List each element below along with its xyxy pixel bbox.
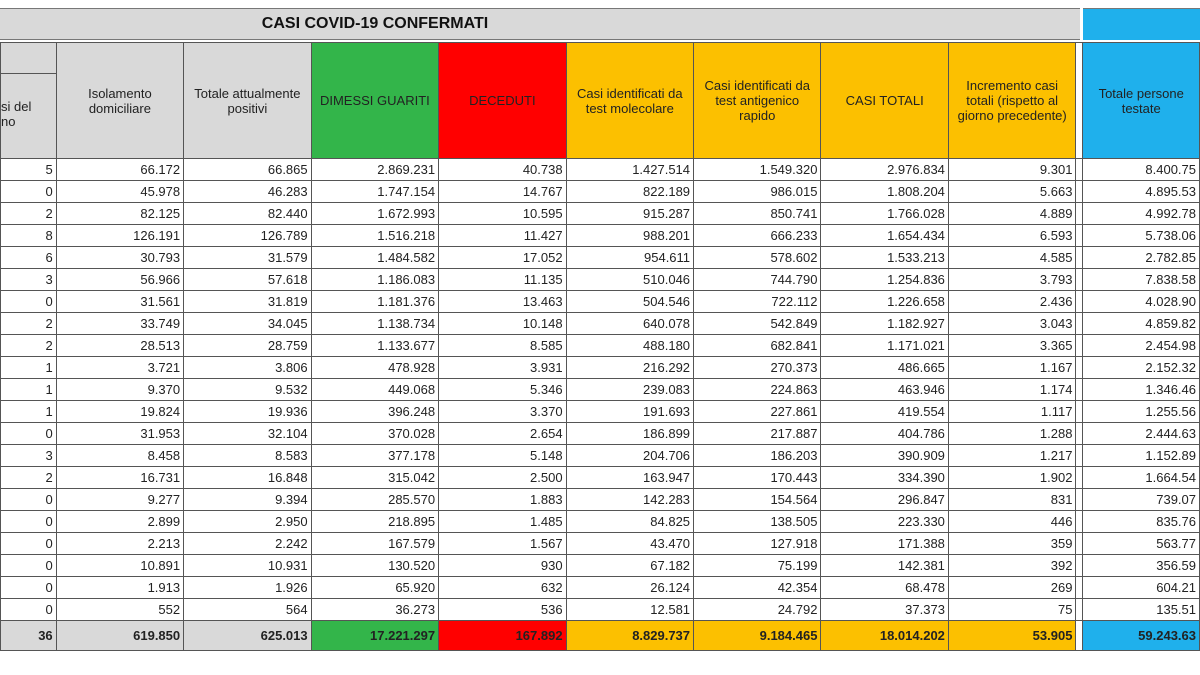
column-gap (1076, 43, 1083, 159)
table-cell: 34.045 (184, 313, 312, 335)
table-cell: 9.394 (184, 489, 312, 511)
table-cell: 14.767 (439, 181, 566, 203)
table-cell: 1.567 (439, 533, 566, 555)
table-cell: 542.849 (694, 313, 821, 335)
table-row (1, 335, 1200, 357)
table-row (1, 291, 1200, 313)
table-cell: 5.738.06 (1083, 225, 1200, 247)
table-title-bar (0, 8, 1080, 40)
table-cell: 404.786 (821, 423, 948, 445)
table-cell: 392 (948, 555, 1076, 577)
table-cell: 334.390 (821, 467, 948, 489)
table-cell: 0 (1, 423, 57, 445)
table-cell: 359 (948, 533, 1076, 555)
table-cell: 216.292 (566, 357, 693, 379)
table-cell: 1.926 (184, 577, 312, 599)
table-row (1, 555, 1200, 577)
table-cell: 84.825 (566, 511, 693, 533)
table-cell: 1.167 (948, 357, 1076, 379)
header-cell: Casi identificati da test molecolare (566, 43, 693, 159)
table-cell: 6 (1, 247, 57, 269)
table-cell: 488.180 (566, 335, 693, 357)
table-cell: 4.028.90 (1083, 291, 1200, 313)
table-cell: 65.920 (311, 577, 438, 599)
table-cell: 223.330 (821, 511, 948, 533)
table-cell: 2 (1, 335, 57, 357)
table-cell: 43.470 (566, 533, 693, 555)
table-cell: 915.287 (566, 203, 693, 225)
table-cell: 12.581 (566, 599, 693, 621)
table-cell: 57.618 (184, 269, 312, 291)
table-cell: 835.76 (1083, 511, 1200, 533)
table-cell: 640.078 (566, 313, 693, 335)
table-cell: 163.947 (566, 467, 693, 489)
table-cell: 666.233 (694, 225, 821, 247)
table-cell: 563.77 (1083, 533, 1200, 555)
table-cell: 8.585 (439, 335, 566, 357)
table-cell: 67.182 (566, 555, 693, 577)
table-cell: 8 (1, 225, 57, 247)
table-cell: 2.899 (56, 511, 183, 533)
table-cell: 4.859.82 (1083, 313, 1200, 335)
table-cell: 370.028 (311, 423, 438, 445)
table-cell: 8.458 (56, 445, 183, 467)
table-cell: 28.513 (56, 335, 183, 357)
table-cell: 486.665 (821, 357, 948, 379)
column-gap (1076, 599, 1083, 621)
table-cell: 1.664.54 (1083, 467, 1200, 489)
table-cell: 45.978 (56, 181, 183, 203)
table-cell: 2.213 (56, 533, 183, 555)
table-cell: 42.354 (694, 577, 821, 599)
table-cell: 419.554 (821, 401, 948, 423)
header-cell: DIMESSI GUARITI (311, 43, 438, 159)
table-cell: 217.887 (694, 423, 821, 445)
table-row (1, 445, 1200, 467)
table-cell: 396.248 (311, 401, 438, 423)
table-cell: 16.848 (184, 467, 312, 489)
table-cell: 739.07 (1083, 489, 1200, 511)
table-cell: 1.516.218 (311, 225, 438, 247)
table-cell: 1.485 (439, 511, 566, 533)
table-cell: 954.611 (566, 247, 693, 269)
table-cell: 36 (1, 621, 57, 651)
table-cell: 126.191 (56, 225, 183, 247)
table-cell: 26.124 (566, 577, 693, 599)
table-cell: 930 (439, 555, 566, 577)
table-cell: 19.936 (184, 401, 312, 423)
table-cell: 53.905 (948, 621, 1076, 651)
column-gap (1076, 291, 1083, 313)
table-cell: 449.068 (311, 379, 438, 401)
totals-row (1, 621, 1200, 651)
table-cell: 167.892 (439, 621, 566, 651)
table-cell: 170.443 (694, 467, 821, 489)
table-row (1, 423, 1200, 445)
table-row (1, 313, 1200, 335)
header-cell: Isolamento domiciliare (56, 43, 183, 159)
table-row (1, 247, 1200, 269)
table-cell: 3.370 (439, 401, 566, 423)
table-cell: 68.478 (821, 577, 948, 599)
table-row (1, 577, 1200, 599)
table-cell: 1.171.021 (821, 335, 948, 357)
column-gap (1076, 335, 1083, 357)
header-row (1, 43, 1200, 159)
table-row (1, 511, 1200, 533)
table-cell: 224.863 (694, 379, 821, 401)
table-row (1, 401, 1200, 423)
table-cell: 5.346 (439, 379, 566, 401)
table-cell: 446 (948, 511, 1076, 533)
table-cell: 75 (948, 599, 1076, 621)
table-cell: 1.226.658 (821, 291, 948, 313)
table-cell: 126.789 (184, 225, 312, 247)
column-gap (1076, 489, 1083, 511)
table-cell: 11.135 (439, 269, 566, 291)
table-cell: 7.838.58 (1083, 269, 1200, 291)
table-cell: 31.561 (56, 291, 183, 313)
column-gap (1076, 225, 1083, 247)
table-cell: 1.902 (948, 467, 1076, 489)
table-cell: 1.174 (948, 379, 1076, 401)
table-cell: 1.217 (948, 445, 1076, 467)
column-gap (1076, 445, 1083, 467)
table-cell: 30.793 (56, 247, 183, 269)
table-cell: 1.654.434 (821, 225, 948, 247)
column-gap (1076, 555, 1083, 577)
table-cell: 510.046 (566, 269, 693, 291)
table-cell: 37.373 (821, 599, 948, 621)
table-cell: 1.186.083 (311, 269, 438, 291)
table-cell: 9.370 (56, 379, 183, 401)
table-cell: 1.427.514 (566, 159, 693, 181)
table-cell: 0 (1, 291, 57, 313)
table-cell: 504.546 (566, 291, 693, 313)
table-cell: 831 (948, 489, 1076, 511)
table-row (1, 489, 1200, 511)
table-cell: 604.21 (1083, 577, 1200, 599)
table-cell: 9.184.465 (694, 621, 821, 651)
table-cell: 2.436 (948, 291, 1076, 313)
table-cell: 17.221.297 (311, 621, 438, 651)
table-cell: 9.301 (948, 159, 1076, 181)
table-cell: 31.953 (56, 423, 183, 445)
table-cell: 8.829.737 (566, 621, 693, 651)
table-cell: 1 (1, 379, 57, 401)
table-cell: 1.255.56 (1083, 401, 1200, 423)
table-cell: 1.182.927 (821, 313, 948, 335)
table-cell: 8.583 (184, 445, 312, 467)
table-cell: 218.895 (311, 511, 438, 533)
table-cell: 66.865 (184, 159, 312, 181)
table-cell: 11.427 (439, 225, 566, 247)
table-cell: 227.861 (694, 401, 821, 423)
table-cell: 619.850 (56, 621, 183, 651)
table-cell: 171.388 (821, 533, 948, 555)
table-cell: 13.463 (439, 291, 566, 313)
table-cell: 46.283 (184, 181, 312, 203)
table-cell: 850.741 (694, 203, 821, 225)
table-cell: 986.015 (694, 181, 821, 203)
table-row (1, 203, 1200, 225)
table-cell: 5.148 (439, 445, 566, 467)
table-cell: 142.381 (821, 555, 948, 577)
table-row (1, 181, 1200, 203)
table-row (1, 269, 1200, 291)
table-cell: 1.181.376 (311, 291, 438, 313)
column-gap (1076, 379, 1083, 401)
table-row (1, 467, 1200, 489)
table-cell: 135.51 (1083, 599, 1200, 621)
title-bar-blue-segment (1083, 8, 1200, 40)
table-cell: 2.869.231 (311, 159, 438, 181)
table-cell: 390.909 (821, 445, 948, 467)
table-cell: 1.152.89 (1083, 445, 1200, 467)
table-cell: 31.819 (184, 291, 312, 313)
table-cell: 285.570 (311, 489, 438, 511)
table-cell: 10.148 (439, 313, 566, 335)
table-row (1, 533, 1200, 555)
table-cell: 56.966 (56, 269, 183, 291)
table-cell: 2.152.32 (1083, 357, 1200, 379)
table-cell: 4.895.53 (1083, 181, 1200, 203)
header-cell: Totale persone testate (1083, 43, 1200, 159)
table-body (1, 159, 1200, 651)
column-gap (1076, 533, 1083, 555)
table-cell: 578.602 (694, 247, 821, 269)
table-cell: 36.273 (311, 599, 438, 621)
table-cell: 8.400.75 (1083, 159, 1200, 181)
table-cell: 2.500 (439, 467, 566, 489)
table-cell: 17.052 (439, 247, 566, 269)
table-row (1, 379, 1200, 401)
header-cell (1, 43, 57, 159)
table-cell: 296.847 (821, 489, 948, 511)
table-title: CASI COVID-19 CONFERMATI (261, 15, 489, 32)
table-row (1, 599, 1200, 621)
table-cell: 28.759 (184, 335, 312, 357)
table-cell: 10.891 (56, 555, 183, 577)
table-row (1, 357, 1200, 379)
table-cell: 2 (1, 203, 57, 225)
table-cell: 204.706 (566, 445, 693, 467)
table-cell: 18.014.202 (821, 621, 948, 651)
table-cell: 142.283 (566, 489, 693, 511)
table-cell: 4.585 (948, 247, 1076, 269)
table-cell: 3.793 (948, 269, 1076, 291)
table-row (1, 225, 1200, 247)
column-gap (1076, 313, 1083, 335)
table-cell: 1.133.677 (311, 335, 438, 357)
table-cell: 315.042 (311, 467, 438, 489)
header-label: si del no (1, 99, 32, 129)
table-cell: 191.693 (566, 401, 693, 423)
table-cell: 3 (1, 445, 57, 467)
header-cell: DECEDUTI (439, 43, 566, 159)
column-gap (1076, 247, 1083, 269)
table-cell: 1.913 (56, 577, 183, 599)
table-cell: 536 (439, 599, 566, 621)
table-cell: 10.595 (439, 203, 566, 225)
table-cell: 127.918 (694, 533, 821, 555)
table-cell: 66.172 (56, 159, 183, 181)
table-cell: 625.013 (184, 621, 312, 651)
column-gap (1076, 181, 1083, 203)
column-gap (1076, 621, 1083, 651)
column-gap (1076, 467, 1083, 489)
table-cell: 1.883 (439, 489, 566, 511)
table-cell: 3.931 (439, 357, 566, 379)
table-cell: 82.440 (184, 203, 312, 225)
table-cell: 3.365 (948, 335, 1076, 357)
table-cell: 1.346.46 (1083, 379, 1200, 401)
table-cell: 2.950 (184, 511, 312, 533)
table-cell: 1.766.028 (821, 203, 948, 225)
table-cell: 744.790 (694, 269, 821, 291)
table-cell: 0 (1, 511, 57, 533)
column-gap (1076, 401, 1083, 423)
table-cell: 3.721 (56, 357, 183, 379)
table-cell: 2.454.98 (1083, 335, 1200, 357)
table-cell: 552 (56, 599, 183, 621)
table-cell: 138.505 (694, 511, 821, 533)
table-cell: 682.841 (694, 335, 821, 357)
table-cell: 59.243.63 (1083, 621, 1200, 651)
table-cell: 154.564 (694, 489, 821, 511)
table-cell: 1.549.320 (694, 159, 821, 181)
table-cell: 5.663 (948, 181, 1076, 203)
table-cell: 186.899 (566, 423, 693, 445)
table-cell: 6.593 (948, 225, 1076, 247)
table-cell: 356.59 (1083, 555, 1200, 577)
table-cell: 1.672.993 (311, 203, 438, 225)
table-cell: 270.373 (694, 357, 821, 379)
table-cell: 1.117 (948, 401, 1076, 423)
table-cell: 564 (184, 599, 312, 621)
table-cell: 186.203 (694, 445, 821, 467)
table-cell: 0 (1, 533, 57, 555)
table-cell: 1.747.154 (311, 181, 438, 203)
table-cell: 9.532 (184, 379, 312, 401)
table-cell: 2 (1, 467, 57, 489)
table-cell: 31.579 (184, 247, 312, 269)
table-cell: 24.792 (694, 599, 821, 621)
table-cell: 33.749 (56, 313, 183, 335)
table-cell: 130.520 (311, 555, 438, 577)
table-cell: 463.946 (821, 379, 948, 401)
table-cell: 632 (439, 577, 566, 599)
column-gap (1076, 511, 1083, 533)
header-cell: CASI TOTALI (821, 43, 948, 159)
table-cell: 269 (948, 577, 1076, 599)
header-cell: Totale attualmente positivi (184, 43, 312, 159)
table-cell: 478.928 (311, 357, 438, 379)
table-cell: 377.178 (311, 445, 438, 467)
table-cell: 0 (1, 181, 57, 203)
table-cell: 32.104 (184, 423, 312, 445)
table-cell: 1.484.582 (311, 247, 438, 269)
table-cell: 2.654 (439, 423, 566, 445)
table-cell: 4.889 (948, 203, 1076, 225)
column-gap (1076, 269, 1083, 291)
table-cell: 2.976.834 (821, 159, 948, 181)
column-gap (1076, 203, 1083, 225)
table-cell: 2.242 (184, 533, 312, 555)
table-cell: 4.992.78 (1083, 203, 1200, 225)
table-cell: 75.199 (694, 555, 821, 577)
table-cell: 2.782.85 (1083, 247, 1200, 269)
table-cell: 3.806 (184, 357, 312, 379)
table-cell: 239.083 (566, 379, 693, 401)
table-cell: 1.808.204 (821, 181, 948, 203)
table-cell: 1.254.836 (821, 269, 948, 291)
header-cell: Incremento casi totali (rispetto al giorno precedente) (948, 43, 1076, 159)
table-cell: 3 (1, 269, 57, 291)
table-row (1, 159, 1200, 181)
table-cell: 1 (1, 357, 57, 379)
table-cell: 722.112 (694, 291, 821, 313)
table-cell: 988.201 (566, 225, 693, 247)
table-cell: 1.533.213 (821, 247, 948, 269)
table-cell: 40.738 (439, 159, 566, 181)
table-cell: 3.043 (948, 313, 1076, 335)
table-cell: 5 (1, 159, 57, 181)
table-cell: 0 (1, 577, 57, 599)
column-gap (1076, 159, 1083, 181)
table-cell: 2 (1, 313, 57, 335)
table-cell: 0 (1, 489, 57, 511)
table-cell: 19.824 (56, 401, 183, 423)
column-gap (1076, 423, 1083, 445)
table-cell: 167.579 (311, 533, 438, 555)
table-cell: 82.125 (56, 203, 183, 225)
column-gap (1076, 357, 1083, 379)
table-cell: 0 (1, 599, 57, 621)
table-cell: 10.931 (184, 555, 312, 577)
table-cell: 9.277 (56, 489, 183, 511)
table-cell: 2.444.63 (1083, 423, 1200, 445)
table-cell: 1.288 (948, 423, 1076, 445)
column-gap (1076, 577, 1083, 599)
table-cell: 822.189 (566, 181, 693, 203)
table-cell: 1 (1, 401, 57, 423)
header-cell: Casi identificati da test antigenico rapido (694, 43, 821, 159)
table-cell: 1.138.734 (311, 313, 438, 335)
table-cell: 0 (1, 555, 57, 577)
covid-cases-table (0, 42, 1200, 651)
table-cell: 16.731 (56, 467, 183, 489)
